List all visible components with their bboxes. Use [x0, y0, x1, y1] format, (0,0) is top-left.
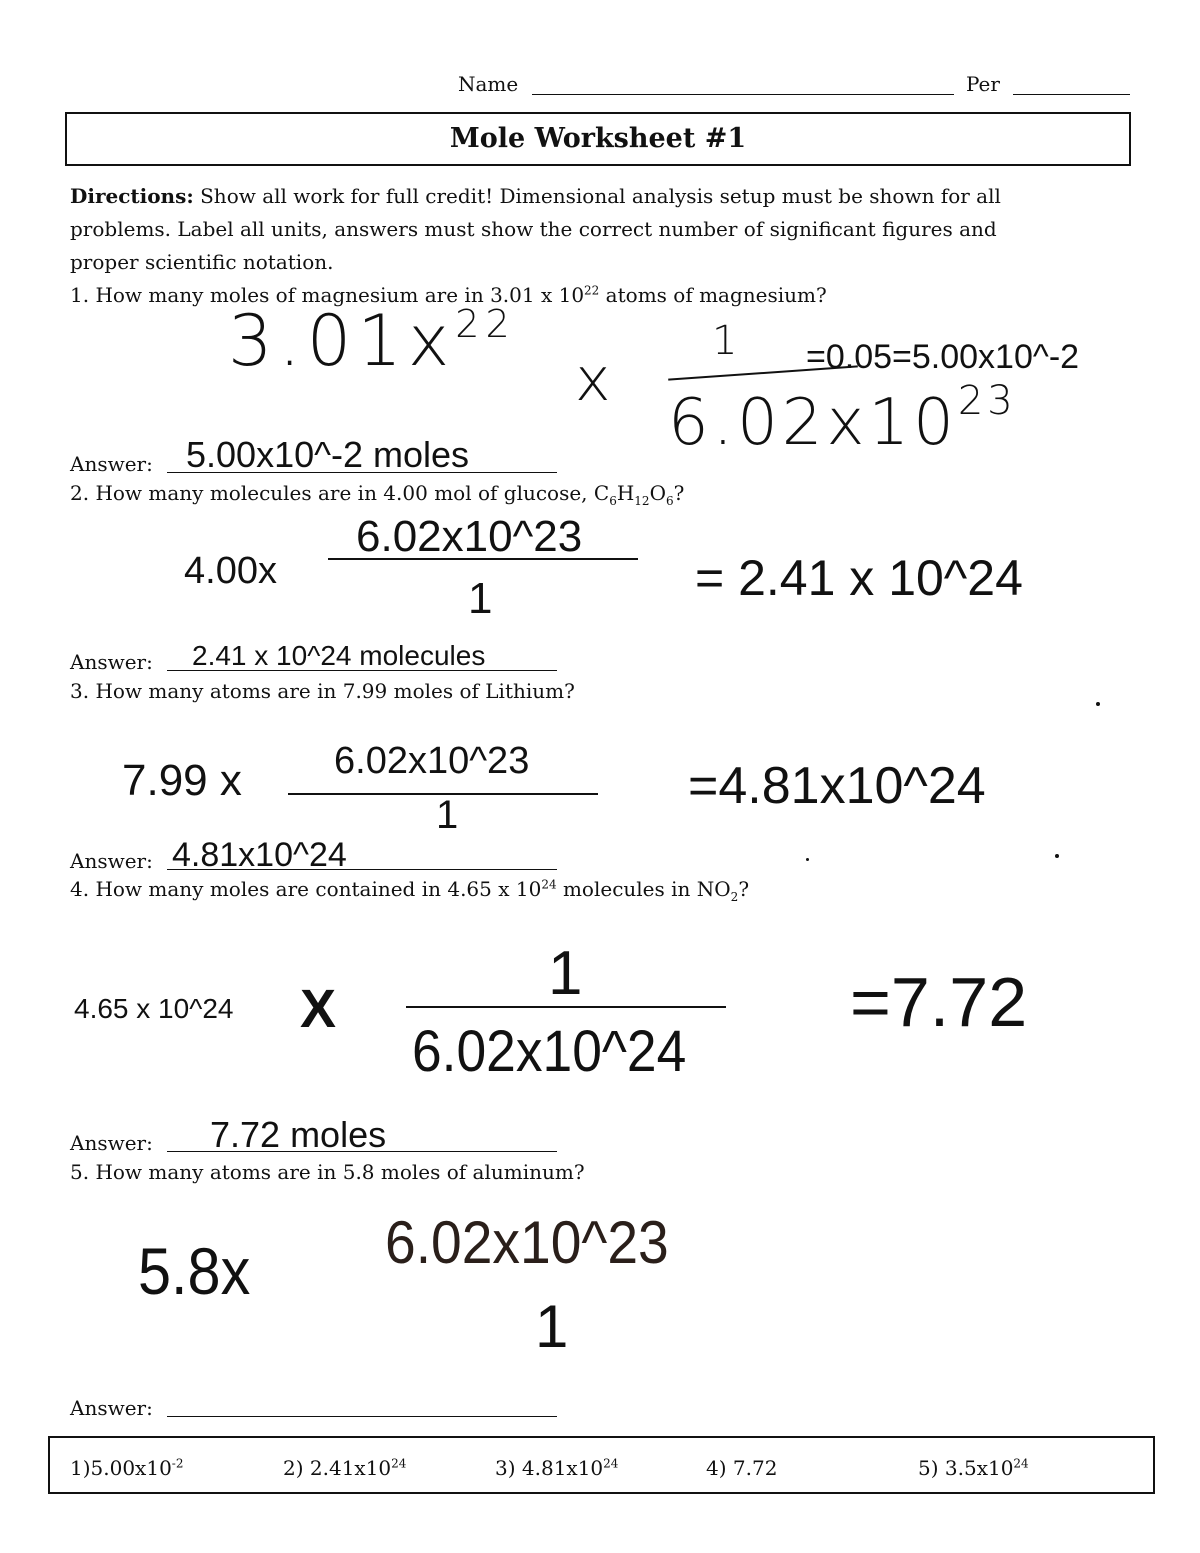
- key-4-base: 4) 7.72: [706, 1456, 778, 1480]
- directions-line-3: proper scientific notation.: [70, 250, 334, 274]
- directions-line-1: [70, 184, 1001, 208]
- q2-work-denominator: 1: [468, 574, 493, 623]
- q1-prefix: 1. How many moles of magnesium are in 3.01 x 10: [70, 283, 585, 307]
- key-1-base: 1)5.00x10: [70, 1456, 172, 1480]
- q3-answer-label: Answer:: [70, 849, 153, 873]
- answer-key-5: [918, 1456, 1029, 1480]
- q2-work-result: = 2.41 x 10^24: [695, 550, 1023, 606]
- q1-hw-den-base: 6.02x10: [668, 386, 958, 460]
- q5-answer-label: Answer:: [70, 1396, 153, 1420]
- q4-work-result: =7.72: [850, 963, 1028, 1041]
- key-3-base: 3) 4.81x10: [495, 1456, 604, 1480]
- q4-mid: molecules in NO: [556, 877, 731, 901]
- answer-key-2: [283, 1456, 406, 1480]
- q4-work-left: 4.65 x 10^24: [74, 993, 234, 1024]
- q1-hw-times: x: [575, 345, 611, 415]
- q2-end: ?: [673, 481, 685, 505]
- q4-work-denominator: 6.02x10^24: [412, 1019, 687, 1084]
- q4-end: ?: [738, 877, 750, 901]
- directions-label: Directions:: [70, 184, 194, 208]
- q4-work-times: X: [300, 979, 337, 1039]
- q2-sub-2: 12: [634, 494, 650, 508]
- key-1-exp: -2: [171, 1456, 184, 1471]
- answer-key-3: [495, 1456, 618, 1480]
- question-3: 3. How many atoms are in 7.99 moles of Lithium?: [70, 679, 575, 703]
- q4-subscript: 2: [730, 890, 739, 904]
- q1-suffix: atoms of magnesium?: [599, 283, 827, 307]
- stray-dot: [1096, 702, 1100, 706]
- q1-hw-numerator: 1: [712, 318, 738, 364]
- q4-answer-label: Answer:: [70, 1131, 153, 1155]
- name-label: Name: [458, 72, 519, 96]
- q4-prefix: 4. How many moles are contained in 4.65 x 10: [70, 877, 542, 901]
- q3-work-denominator: 1: [436, 793, 459, 837]
- q1-typed-result: =0.05=5.00x10^-2: [806, 338, 1080, 376]
- key-5-exp: 24: [1013, 1456, 1029, 1471]
- stray-dot: [1055, 854, 1059, 858]
- q1-answer-label: Answer:: [70, 452, 153, 476]
- key-5-base: 5) 3.5x10: [918, 1456, 1014, 1480]
- q1-hw-base: 3.01x: [228, 300, 456, 382]
- q2-answer-label: Answer:: [70, 650, 153, 674]
- q4-exponent: 24: [541, 877, 557, 892]
- q2-fraction-line: [328, 558, 638, 560]
- stray-dot: [806, 858, 809, 861]
- question-2: [70, 481, 685, 508]
- key-2-exp: 24: [391, 1456, 407, 1471]
- q2-sub-3: 6: [665, 494, 674, 508]
- answer-key-box: [48, 1436, 1155, 1494]
- q2-answer[interactable]: 2.41 x 10^24 molecules: [192, 640, 486, 671]
- q1-answer[interactable]: 5.00x10^-2 moles: [186, 434, 470, 475]
- question-4: [70, 877, 750, 904]
- directions-text-1: Show all work for full credit! Dimensional analysis setup must be shown for all: [200, 184, 1001, 208]
- q1-hw-den-exp: 23: [957, 378, 1017, 424]
- answer-key-1: [70, 1456, 184, 1480]
- q4-work-numerator: 1: [548, 939, 583, 1008]
- q5-work-numerator: 6.02x10^23: [385, 1209, 669, 1276]
- q4-answer[interactable]: 7.72 moles: [210, 1114, 387, 1155]
- q3-work-result: =4.81x10^24: [688, 757, 986, 815]
- q5-work-denominator: 1: [535, 1293, 569, 1360]
- q2-o: O: [649, 481, 666, 505]
- question-5: 5. How many atoms are in 5.8 moles of aluminum?: [70, 1160, 585, 1184]
- q5-answer-line[interactable]: [167, 1416, 557, 1417]
- q3-work-left: 7.99 x: [122, 756, 242, 805]
- title-box: [65, 112, 1131, 166]
- directions-line-2: problems. Label all units, answers must show the correct number of significant figures and: [70, 217, 997, 241]
- q2-work-numerator: 6.02x10^23: [356, 512, 583, 561]
- q2-sub-1: 6: [609, 494, 617, 508]
- per-label: Per: [966, 72, 1000, 96]
- q2-h: H: [616, 481, 635, 505]
- q4-fraction-line: [406, 1006, 726, 1008]
- q3-work-numerator: 6.02x10^23: [334, 740, 530, 782]
- q2-prefix: 2. How many molecules are in 4.00 mol of glucose, C: [70, 481, 610, 505]
- q1-handwritten-left: [228, 300, 516, 382]
- name-field[interactable]: [532, 94, 954, 95]
- answer-key-4: [706, 1456, 777, 1480]
- key-3-exp: 24: [603, 1456, 619, 1471]
- q3-answer[interactable]: 4.81x10^24: [172, 836, 347, 874]
- q1-hw-denominator: [668, 378, 1017, 460]
- q1-exponent: 22: [584, 283, 600, 298]
- q5-work-left: 5.8x: [138, 1234, 251, 1308]
- page-title: Mole Worksheet #1: [449, 123, 747, 154]
- key-2-base: 2) 2.41x10: [283, 1456, 392, 1480]
- per-field[interactable]: [1013, 94, 1130, 95]
- q2-work-left: 4.00x: [184, 550, 277, 592]
- q1-hw-exp: 22: [455, 302, 516, 346]
